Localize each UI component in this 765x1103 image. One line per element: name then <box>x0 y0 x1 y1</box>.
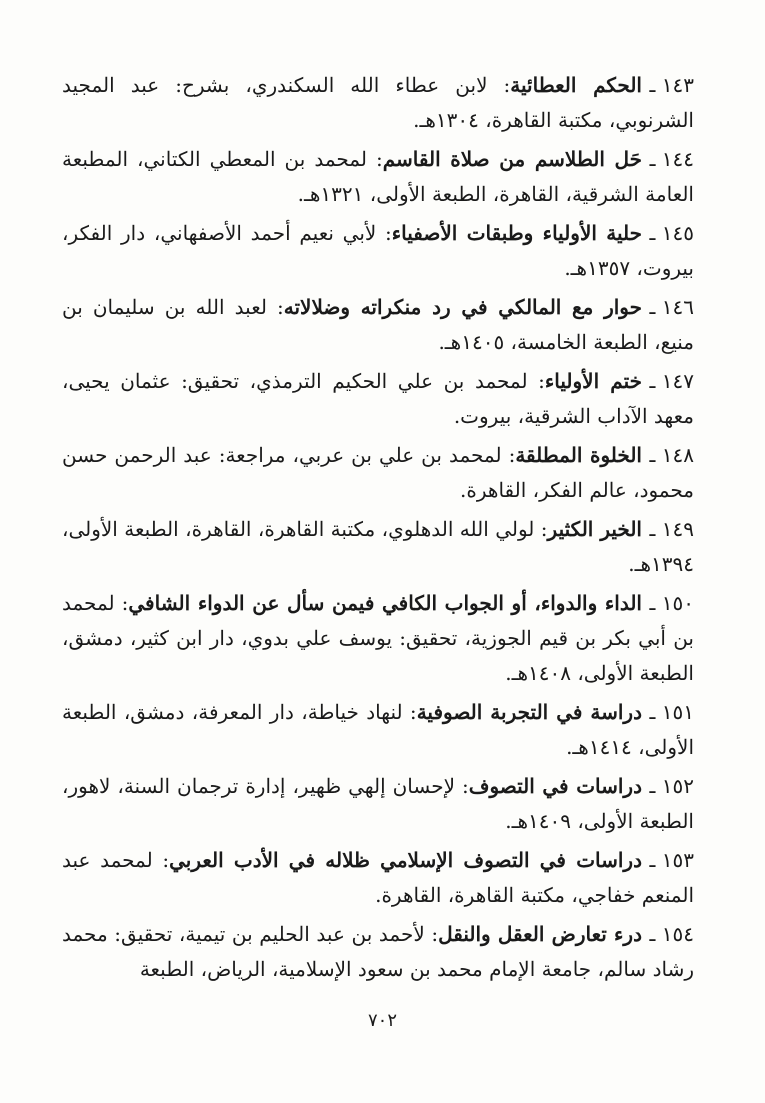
entry-number: ١٥٤ ـ <box>649 922 694 946</box>
entry-title: ختم الأولياء <box>544 369 642 393</box>
entry-number: ١٤٥ ـ <box>649 221 694 245</box>
bibliography-entry <box>62 586 694 691</box>
entry-details: : لمحمد عبد المنعم خفاجي، مكتبة القاهرة، القاهرة. <box>62 848 694 907</box>
entry-title: درء تعارض العقل والنقل <box>438 922 642 946</box>
entry-details: : لعبد الله بن سليمان بن منيع، الطبعة الخامسة، ١٤٠٥هـ. <box>62 295 694 354</box>
entry-title: دراسات في التصوف الإسلامي ظلاله في الأدب العربي <box>169 848 642 872</box>
entry-title: حلية الأولياء وطبقات الأصفياء <box>391 221 642 245</box>
entry-number: ١٤٦ ـ <box>649 295 694 319</box>
bibliography-entry <box>62 769 694 839</box>
bibliography-entry <box>62 917 694 987</box>
bibliography-entry <box>62 68 694 138</box>
entry-details: : لإحسان إلهي ظهير، إدارة ترجمان السنة، لاهور، الطبعة الأولى، ١٤٠٩هـ. <box>62 774 694 833</box>
bibliography-entry <box>62 364 694 434</box>
entry-number: ١٤٤ ـ <box>649 147 695 171</box>
entry-details: : لنهاد خياطة، دار المعرفة، دمشق، الطبعة الأولى، ١٤١٤هـ. <box>62 700 694 759</box>
entry-details: : لأحمد بن عبد الحليم بن تيمية، تحقيق: محمد رشاد سالم، جامعة الإمام محمد بن سعود الإسلامية، الرياض، الطبعة <box>62 922 694 981</box>
bibliography-entry <box>62 695 694 765</box>
entry-details: : لمحمد بن علي بن عربي، مراجعة: عبد الرحمن حسن محمود، عالم الفكر، القاهرة. <box>62 443 694 502</box>
entry-title: الخلوة المطلقة <box>515 443 642 467</box>
bibliography-list <box>62 68 694 991</box>
entry-number: ١٤٧ ـ <box>649 369 694 393</box>
entry-title: الخير الكثير <box>547 517 642 541</box>
entry-details: : لمحمد بن علي الحكيم الترمذي، تحقيق: عثمان يحيى، معهد الآداب الشرقية، بيروت. <box>62 369 694 428</box>
entry-title: دراسة في التجربة الصوفية <box>416 700 642 724</box>
bibliography-entry <box>62 843 694 913</box>
entry-details: : لمحمد بن أبي بكر بن قيم الجوزية، تحقيق: يوسف علي بدوي، دار ابن كثير، دمشق، الطبعة الأولى، ١٤٠٨هـ. <box>62 591 694 685</box>
bibliography-entry <box>62 290 694 360</box>
entry-number: ١٤٣ ـ <box>649 73 694 97</box>
page-number: ٧٠٢ <box>367 1010 397 1031</box>
entry-title: الداء والدواء، أو الجواب الكافي فيمن سأل عن الدواء الشافي <box>128 591 642 615</box>
entry-title: الحكم العطائية <box>510 73 642 97</box>
entry-details: : لأبي نعيم أحمد الأصفهاني، دار الفكر، بيروت، ١٣٥٧هـ. <box>62 221 694 280</box>
bibliography-entry <box>62 438 694 508</box>
bibliography-entry <box>62 216 694 286</box>
bibliography-entry <box>62 142 694 212</box>
entry-title: دراسات في التصوف <box>468 774 642 798</box>
entry-details: : لولي الله الدهلوي، مكتبة القاهرة، القاهرة، الطبعة الأولى، ١٣٩٤هـ. <box>62 517 694 576</box>
entry-number: ١٥٠ ـ <box>649 591 694 615</box>
entry-details: : لابن عطاء الله السكندري، بشرح: عبد المجيد الشرنوبي، مكتبة القاهرة، ١٣٠٤هـ. <box>62 73 694 132</box>
entry-number: ١٤٩ ـ <box>649 517 694 541</box>
entry-details: : لمحمد بن المعطي الكتاني، المطبعة العامة الشرقية، القاهرة، الطبعة الأولى، ١٣٢١هـ. <box>62 147 694 206</box>
entry-title: حَل الطلاسم من صلاة القاسم <box>382 147 643 171</box>
entry-number: ١٥٢ ـ <box>649 774 694 798</box>
entry-number: ١٤٨ ـ <box>649 443 694 467</box>
entry-number: ١٥١ ـ <box>649 700 694 724</box>
bibliography-entry <box>62 512 694 582</box>
entry-number: ١٥٣ ـ <box>649 848 694 872</box>
entry-title: حوار مع المالكي في رد منكراته وضلالاته <box>283 295 642 319</box>
